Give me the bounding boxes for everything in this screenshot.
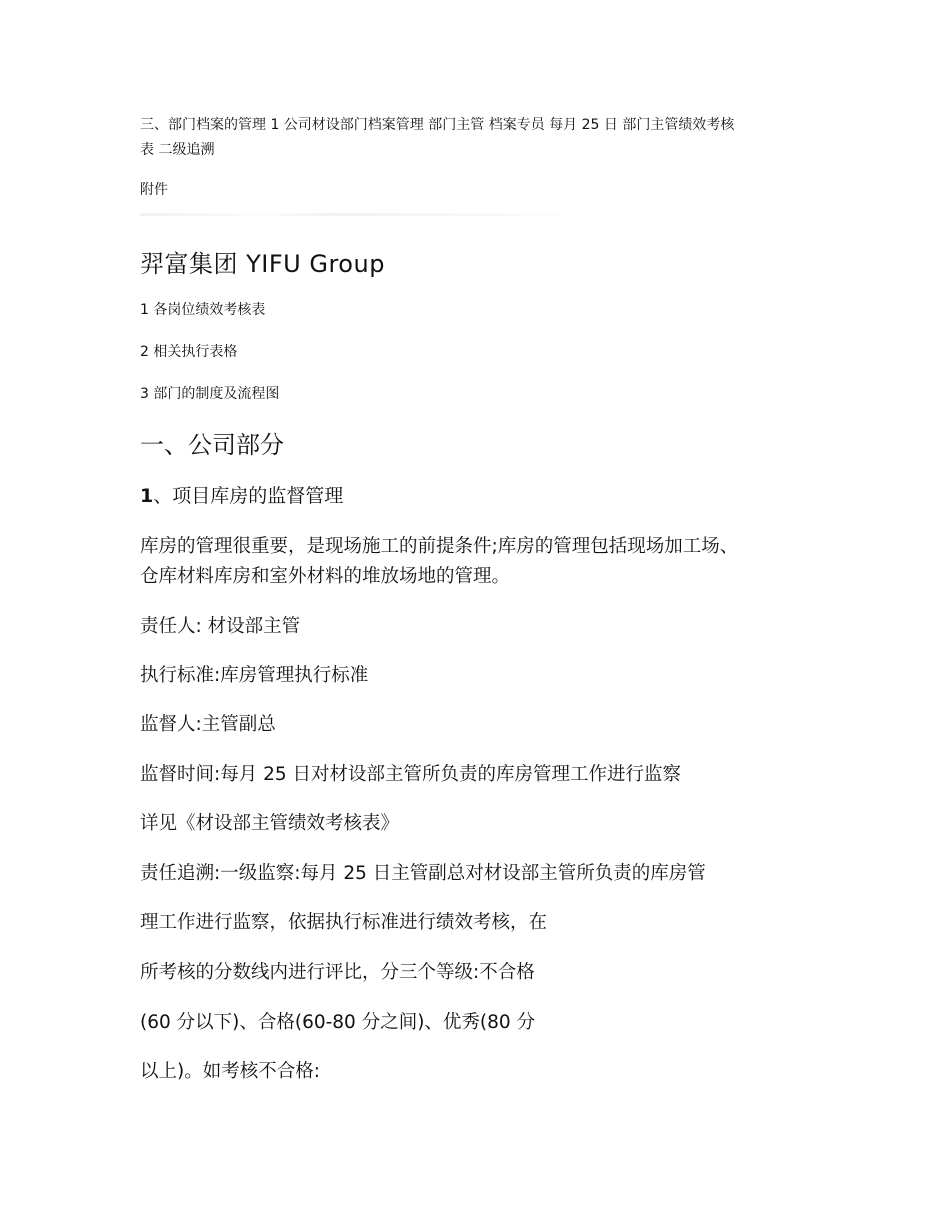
details-reference: 详见《材设部主管绩效考核表》 [140,813,400,834]
subsection-title: 、项目库房的监督管理 [153,485,344,507]
traceability-line: 所考核的分数线内进行评比，分三个等级:不合格 [140,962,535,983]
supervision-time: 监督时间:每月 25 日对材设部主管所负责的库房管理工作进行监察 [140,764,682,785]
attachment-item: 1 各岗位绩效考核表 [140,302,266,318]
attachment-item: 3 部门的制度及流程图 [140,386,280,402]
subsection-number: 1 [140,485,154,507]
execution-standard: 执行标准:库房管理执行标准 [140,665,369,686]
section-title: 一、公司部分 [140,431,284,459]
supervisor: 监督人:主管副总 [140,714,276,735]
paragraph-line-1: 库房的管理很重要，是现场施工的前提条件;库房的管理包括现场加工场、 [140,536,739,557]
traceability-line: 责任追溯:一级监察:每月 25 日主管副总对材设部主管所负责的库房管 [140,863,706,884]
attachment-label: 附件 [140,182,168,198]
traceability-line: (60 分以下)、合格(60-80 分之间)、优秀(80 分 [140,1012,536,1033]
traceability-line: 以上)。如考核不合格: [140,1061,320,1082]
intro-line-1: 三、部门档案的管理 1 公司材设部门档案管理 部门主管 档案专员 每月 25 日 部门主管绩效考核 [140,117,735,133]
faint-divider [140,213,560,216]
intro-line-2: 表 二级追溯 [140,142,215,158]
paragraph-line-2: 仓库材料库房和室外材料的堆放场地的管理。 [140,566,511,587]
attachment-item: 2 相关执行表格 [140,344,238,360]
group-title: 羿富集团 YIFU Group [140,250,385,278]
traceability-line: 理工作进行监察，依据执行标准进行绩效考核，在 [140,912,548,933]
subsection-heading [140,487,343,506]
responsible-person: 责任人: 材设部主管 [140,616,301,637]
